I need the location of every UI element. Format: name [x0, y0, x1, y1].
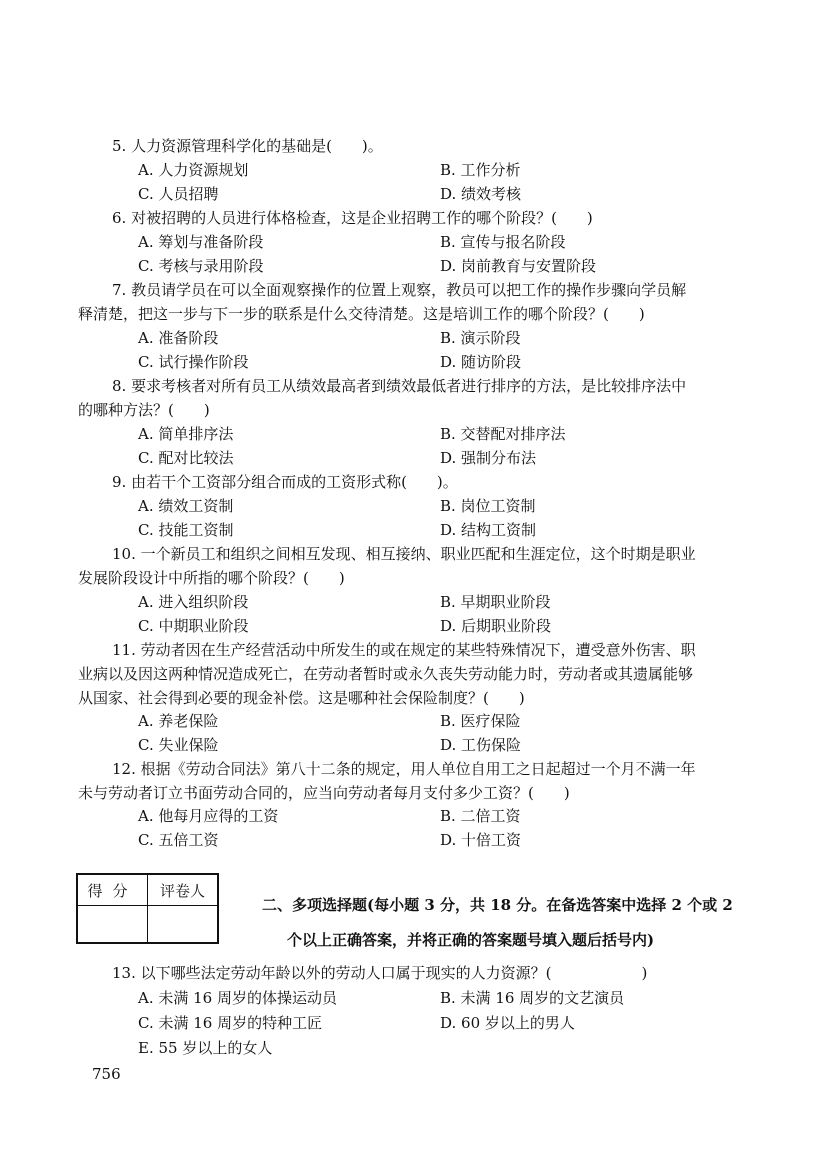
- question-13-option-e: E. 55 岁以上的女人: [138, 1039, 273, 1057]
- question-12-option-a: A. 他每月应得的工资: [138, 807, 279, 825]
- question-12-stem-line-1: 12. 根据《劳动合同法》第八十二条的规定，用人单位自用工之日起超过一个月不满一年: [112, 760, 696, 778]
- question-7-option-a: A. 准备阶段: [138, 329, 219, 347]
- question-8-option-b: B. 交替配对排序法: [440, 425, 566, 443]
- question-11-option-a: A. 养老保险: [138, 712, 219, 730]
- question-10-stem-line-1: 10. 一个新员工和组织之间相互发现、相互接纳、职业匹配和生涯定位，这个时期是职业: [112, 545, 696, 563]
- grader-cell: [148, 906, 219, 944]
- question-13-stem: 13. 以下哪些法定劳动年龄以外的劳动人口属于现实的人力资源？( ): [112, 964, 648, 982]
- score-header: 得分: [77, 874, 148, 906]
- question-13-option-c: C. 未满 16 周岁的特种工匠: [138, 1014, 323, 1032]
- question-6-option-c: C. 考核与录用阶段: [138, 257, 264, 275]
- question-6-option-d: D. 岗前教育与安置阶段: [440, 257, 597, 275]
- question-9-stem: 9. 由若干个工资部分组合而成的工资形式称( )。: [112, 473, 458, 491]
- question-6-option-b: B. 宣传与报名阶段: [440, 233, 566, 251]
- question-12-option-d: D. 十倍工资: [440, 831, 522, 849]
- question-7-stem-line-1: 7. 教员请学员在可以全面观察操作的位置上观察，教员可以把工作的操作步骤向学员解: [112, 281, 687, 299]
- question-8-option-d: D. 强制分布法: [440, 449, 537, 467]
- question-8-option-c: C. 配对比较法: [138, 449, 234, 467]
- question-11-stem-line-2: 业病以及因这两种情况造成死亡，在劳动者暂时或永久丧失劳动能力时，劳动者或其遗属能够: [78, 665, 694, 683]
- question-12-option-b: B. 二倍工资: [440, 807, 521, 825]
- question-11-option-d: D. 工伤保险: [440, 736, 522, 754]
- question-5-stem: 5. 人力资源管理科学化的基础是( )。: [112, 137, 383, 155]
- section-2-heading-line-2: 个以上正确答案，并将正确的答案题号填入题后括号内): [287, 931, 655, 949]
- question-7-option-d: D. 随访阶段: [440, 353, 522, 371]
- question-9-option-a: A. 绩效工资制: [138, 497, 234, 515]
- question-10-option-c: C. 中期职业阶段: [138, 617, 249, 635]
- question-5-option-d: D. 绩效考核: [440, 185, 522, 203]
- grader-header: 评卷人: [148, 874, 219, 906]
- question-12-stem-line-2: 未与劳动者订立书面劳动合同的，应当向劳动者每月支付多少工资？( ): [78, 784, 570, 802]
- question-11-option-c: C. 失业保险: [138, 736, 219, 754]
- page-number: 756: [92, 1065, 121, 1083]
- question-11-option-b: B. 医疗保险: [440, 712, 521, 730]
- question-5-option-c: C. 人员招聘: [138, 185, 219, 203]
- question-13-option-b: B. 未满 16 周岁的文艺演员: [440, 989, 625, 1007]
- question-13-option-d: D. 60 岁以上的男人: [440, 1014, 575, 1032]
- question-7-stem-line-2: 释清楚，把这一步与下一步的联系是什么交待清楚。这是培训工作的哪个阶段？( ): [78, 305, 645, 323]
- question-5-option-b: B. 工作分析: [440, 161, 521, 179]
- question-10-stem-line-2: 发展阶段设计中所指的哪个阶段？( ): [78, 569, 345, 587]
- question-9-option-b: B. 岗位工资制: [440, 497, 536, 515]
- question-10-option-d: D. 后期职业阶段: [440, 617, 552, 635]
- question-11-stem-line-3: 从国家、社会得到必要的现金补偿。这是哪种社会保险制度？( ): [78, 689, 525, 707]
- question-8-stem-line-2: 的哪种方法？( ): [78, 401, 210, 419]
- question-5-option-a: A. 人力资源规划: [138, 161, 249, 179]
- question-7-option-c: C. 试行操作阶段: [138, 353, 249, 371]
- question-10-option-a: A. 进入组织阶段: [138, 593, 249, 611]
- question-10-option-b: B. 早期职业阶段: [440, 593, 551, 611]
- question-8-option-a: A. 简单排序法: [138, 425, 234, 443]
- question-6-option-a: A. 筹划与准备阶段: [138, 233, 264, 251]
- score-cell: [77, 906, 148, 944]
- question-12-option-c: C. 五倍工资: [138, 831, 219, 849]
- question-11-stem-line-1: 11. 劳动者因在生产经营活动中所发生的或在规定的某些特殊情况下，遭受意外伤害、职: [112, 641, 696, 659]
- question-7-option-b: B. 演示阶段: [440, 329, 521, 347]
- question-9-option-d: D. 结构工资制: [440, 521, 537, 539]
- section-2-heading-line-1: 二、多项选择题(每小题 3 分，共 18 分。在备选答案中选择 2 个或 2: [262, 896, 733, 914]
- question-9-option-c: C. 技能工资制: [138, 521, 234, 539]
- question-6-stem: 6. 对被招聘的人员进行体格检查，这是企业招聘工作的哪个阶段？( ): [112, 209, 593, 227]
- question-13-option-a: A. 未满 16 周岁的体操运动员: [138, 989, 337, 1007]
- question-8-stem-line-1: 8. 要求考核者对所有员工从绩效最高者到绩效最低者进行排序的方法，是比较排序法中: [112, 377, 687, 395]
- score-table: [76, 873, 219, 944]
